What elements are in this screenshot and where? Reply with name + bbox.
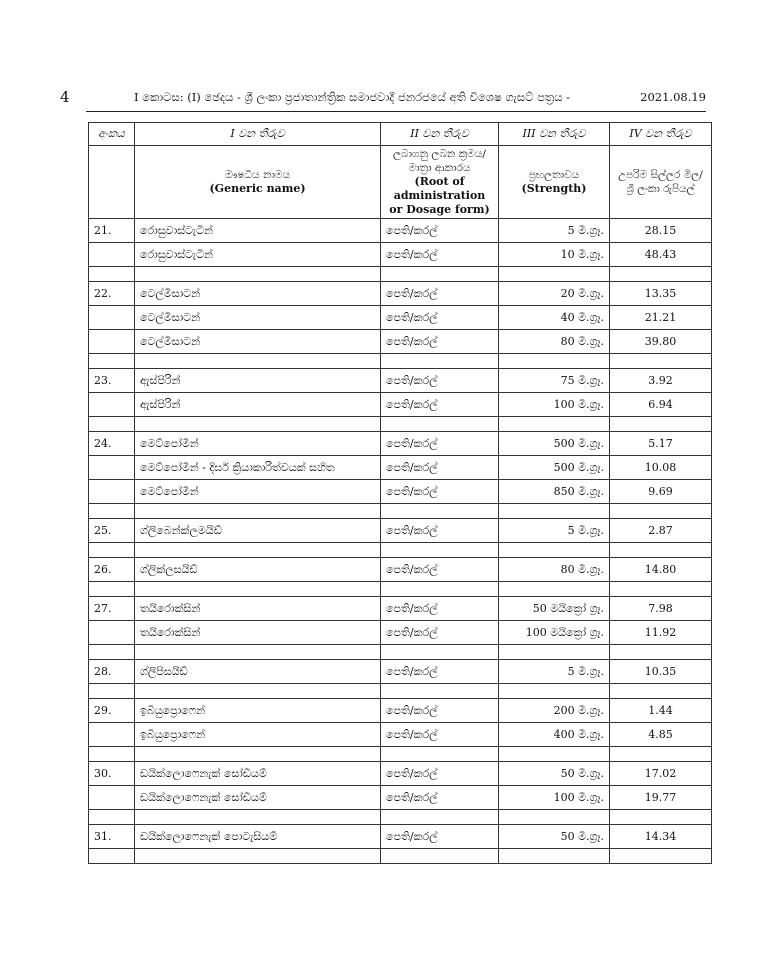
strength: 500 මි.ග්‍රෑ. [499, 456, 610, 480]
empty-cell [499, 504, 610, 519]
subheader-generic-name [135, 146, 381, 219]
dosage-form: පෙති/කරල් [381, 723, 499, 747]
column-ii: II වන තීරුව [381, 123, 499, 146]
empty-cell [89, 417, 135, 432]
max-retail-price: 5.17 [610, 432, 712, 456]
table-row [89, 723, 712, 747]
strength: 850 මි.ග්‍රෑ. [499, 480, 610, 504]
empty-cell [89, 582, 135, 597]
generic-name-en: (Generic name) [209, 182, 306, 195]
max-retail-price: 19.77 [610, 786, 712, 810]
drug-price-table [88, 122, 712, 864]
strength: 100 මි.ග්‍රෑ. [499, 393, 610, 417]
row-number [89, 621, 135, 645]
spacer-row [89, 645, 712, 660]
empty-cell [381, 417, 499, 432]
max-retail-price: 28.15 [610, 219, 712, 243]
row-number: 25. [89, 519, 135, 543]
empty-cell [381, 504, 499, 519]
empty-cell [381, 543, 499, 558]
generic-name: තයිරොක්සින් [135, 621, 381, 645]
empty-cell [135, 582, 381, 597]
table-row [89, 306, 712, 330]
strength: 50 මි.ග්‍රෑ. [499, 762, 610, 786]
strength: 10 මි.ග්‍රෑ. [499, 243, 610, 267]
empty-cell [135, 354, 381, 369]
empty-cell [135, 504, 381, 519]
empty-cell [89, 543, 135, 558]
column-header-row [89, 123, 712, 146]
strength: 400 මි.ග්‍රෑ. [499, 723, 610, 747]
row-number [89, 456, 135, 480]
empty-cell [499, 582, 610, 597]
strength: 50 මයික්‍රෝ ග්‍රෑ. [499, 597, 610, 621]
subheader-number [89, 146, 135, 219]
generic-name: රොසුවාස්ටැටින් [135, 219, 381, 243]
column-iv: IV වන තීරුව [610, 123, 712, 146]
max-retail-price: 3.92 [610, 369, 712, 393]
generic-name: ඉබියුප්‍රොෆෙන් [135, 723, 381, 747]
table-row [89, 330, 712, 354]
strength: 5 මි.ග්‍රෑ. [499, 219, 610, 243]
table-row [89, 786, 712, 810]
dosage-form: පෙති/කරල් [381, 432, 499, 456]
generic-name-si: ඖෂධීය නාමය [224, 169, 291, 181]
table-row [89, 393, 712, 417]
row-number: 22. [89, 282, 135, 306]
route-si: ලබාගනු ලබන ක්‍රමය/ මාත්‍රා ආකාරය [393, 148, 486, 174]
row-number: 27. [89, 597, 135, 621]
empty-cell [135, 267, 381, 282]
row-number [89, 306, 135, 330]
generic-name: ඩයික්ලොෆෙනැක් සෝඩියම් [135, 786, 381, 810]
dosage-form: පෙති/කරල් [381, 330, 499, 354]
dosage-form: පෙති/කරල් [381, 621, 499, 645]
row-number: 24. [89, 432, 135, 456]
max-retail-price: 17.02 [610, 762, 712, 786]
empty-cell [381, 810, 499, 825]
empty-cell [381, 684, 499, 699]
strength: 50 මි.ග්‍රෑ. [499, 825, 610, 849]
dosage-form: පෙති/කරල් [381, 480, 499, 504]
generic-name: තයිරොක්සින් [135, 597, 381, 621]
empty-cell [135, 810, 381, 825]
dosage-form: පෙති/කරල් [381, 306, 499, 330]
strength: 20 මි.ග්‍රෑ. [499, 282, 610, 306]
gazette-date: 2021.08.19 [640, 90, 706, 104]
page-number: 4 [60, 88, 70, 106]
strength: 200 මි.ග්‍රෑ. [499, 699, 610, 723]
empty-cell [135, 684, 381, 699]
empty-cell [89, 267, 135, 282]
generic-name: ඉබියුප්‍රොෆෙන් [135, 699, 381, 723]
empty-cell [89, 354, 135, 369]
dosage-form: පෙති/කරල් [381, 660, 499, 684]
table-row [89, 762, 712, 786]
column-i: I වන තීරුව [135, 123, 381, 146]
row-number: 21. [89, 219, 135, 243]
dosage-form: පෙති/කරල් [381, 456, 499, 480]
empty-cell [610, 849, 712, 864]
dosage-form: පෙති/කරල් [381, 243, 499, 267]
max-retail-price: 10.08 [610, 456, 712, 480]
empty-cell [610, 645, 712, 660]
empty-cell [499, 684, 610, 699]
empty-cell [499, 747, 610, 762]
dosage-form: පෙති/කරල් [381, 393, 499, 417]
strength: 40 මි.ග්‍රෑ. [499, 306, 610, 330]
row-number: 23. [89, 369, 135, 393]
generic-name: ග්ලික්ලසයිඩ් [135, 558, 381, 582]
generic-name: ඇස්පිරින් [135, 393, 381, 417]
subheader-route [381, 146, 499, 219]
table-row [89, 597, 712, 621]
strength-si: ප්‍රභලතාවය [528, 169, 580, 181]
table-row [89, 432, 712, 456]
generic-name: ඇස්පිරින් [135, 369, 381, 393]
max-retail-price: 2.87 [610, 519, 712, 543]
empty-cell [381, 849, 499, 864]
row-number: 31. [89, 825, 135, 849]
max-retail-price: 21.21 [610, 306, 712, 330]
dosage-form: පෙති/කරල් [381, 519, 499, 543]
strength: 500 මි.ග්‍රෑ. [499, 432, 610, 456]
subheader-row [89, 146, 712, 219]
strength: 80 මි.ග්‍රෑ. [499, 558, 610, 582]
empty-cell [499, 645, 610, 660]
empty-cell [499, 354, 610, 369]
empty-cell [89, 684, 135, 699]
table-row [89, 369, 712, 393]
route-en: (Root of administration or Dosage form) [389, 175, 490, 216]
max-retail-price: 7.98 [610, 597, 712, 621]
spacer-row [89, 747, 712, 762]
max-retail-price: 13.35 [610, 282, 712, 306]
spacer-row [89, 417, 712, 432]
empty-cell [610, 582, 712, 597]
empty-cell [610, 354, 712, 369]
spacer-row [89, 849, 712, 864]
spacer-row [89, 267, 712, 282]
empty-cell [381, 354, 499, 369]
max-retail-price: 11.92 [610, 621, 712, 645]
generic-name: මෙට්පෝමින් [135, 480, 381, 504]
row-number [89, 723, 135, 747]
table-row [89, 243, 712, 267]
empty-cell [610, 810, 712, 825]
dosage-form: පෙති/කරල් [381, 369, 499, 393]
strength: 100 මයික්‍රෝ ග්‍රෑ. [499, 621, 610, 645]
table-row [89, 219, 712, 243]
table-row [89, 282, 712, 306]
row-number: 30. [89, 762, 135, 786]
row-number [89, 243, 135, 267]
table-body [89, 219, 712, 864]
page-header [60, 88, 710, 110]
max-retail-price: 14.34 [610, 825, 712, 849]
max-retail-price: 48.43 [610, 243, 712, 267]
table-row [89, 660, 712, 684]
table-row [89, 558, 712, 582]
row-number: 26. [89, 558, 135, 582]
strength: 5 මි.ග්‍රෑ. [499, 660, 610, 684]
table-row [89, 480, 712, 504]
empty-cell [610, 543, 712, 558]
empty-cell [89, 810, 135, 825]
generic-name: ඩයික්ලොෆෙනැක් පොටැසියම් [135, 825, 381, 849]
empty-cell [135, 849, 381, 864]
generic-name: ග්ලිපිසයිඩ් [135, 660, 381, 684]
max-retail-price: 1.44 [610, 699, 712, 723]
dosage-form: පෙති/කරල් [381, 282, 499, 306]
empty-cell [381, 645, 499, 660]
empty-cell [135, 747, 381, 762]
spacer-row [89, 504, 712, 519]
dosage-form: පෙති/කරල් [381, 786, 499, 810]
empty-cell [499, 267, 610, 282]
gazette-title: I කොටස: (I) ඡෙදය - ශ්‍රී ලංකා ප්‍රජාතාන්ත්‍රික සමාජවාදී ජනරජයේ අති විශෙෂ ගැසට් පත්‍රය - [134, 90, 570, 104]
empty-cell [135, 417, 381, 432]
generic-name: මෙට්පෝමින් [135, 432, 381, 456]
empty-cell [381, 747, 499, 762]
spacer-row [89, 543, 712, 558]
dosage-form: පෙති/කරල් [381, 219, 499, 243]
empty-cell [610, 747, 712, 762]
dosage-form: පෙති/කරල් [381, 558, 499, 582]
generic-name: ටෙල්මිසාටන් [135, 282, 381, 306]
dosage-form: පෙති/කරල් [381, 699, 499, 723]
max-retail-price: 14.80 [610, 558, 712, 582]
empty-cell [135, 645, 381, 660]
generic-name: මෙට්පෝමින් - දිර්ඝ ක්‍රියාකාරිත්වයක් සහිත [135, 456, 381, 480]
row-number [89, 330, 135, 354]
header-divider [86, 111, 706, 112]
table-row [89, 621, 712, 645]
strength: 75 මි.ග්‍රෑ. [499, 369, 610, 393]
max-retail-price: 6.94 [610, 393, 712, 417]
table-row [89, 519, 712, 543]
generic-name: ටෙල්මිසාටන් [135, 306, 381, 330]
price-si: උපරිම සිල්ලර මිල/ ශ්‍රී ලංකා රුපියල් [618, 169, 703, 195]
empty-cell [499, 417, 610, 432]
subheader-price [610, 146, 712, 219]
generic-name: රොසුවාස්ටැටින් [135, 243, 381, 267]
column-iii: III වන තීරුව [499, 123, 610, 146]
spacer-row [89, 582, 712, 597]
table-row [89, 825, 712, 849]
generic-name: ග්ලිබෙන්ක්ලමයිඩ් [135, 519, 381, 543]
table-row [89, 699, 712, 723]
column-number: අංකය [89, 123, 135, 146]
empty-cell [89, 747, 135, 762]
row-number [89, 786, 135, 810]
strength: 100 මි.ග්‍රෑ. [499, 786, 610, 810]
dosage-form: පෙති/කරල් [381, 762, 499, 786]
spacer-row [89, 684, 712, 699]
strength-en: (Strength) [521, 182, 587, 195]
row-number: 28. [89, 660, 135, 684]
empty-cell [381, 267, 499, 282]
max-retail-price: 10.35 [610, 660, 712, 684]
empty-cell [89, 849, 135, 864]
row-number [89, 480, 135, 504]
empty-cell [610, 684, 712, 699]
strength: 80 මි.ග්‍රෑ. [499, 330, 610, 354]
empty-cell [135, 543, 381, 558]
row-number [89, 393, 135, 417]
dosage-form: පෙති/කරල් [381, 825, 499, 849]
empty-cell [381, 582, 499, 597]
empty-cell [89, 645, 135, 660]
spacer-row [89, 354, 712, 369]
max-retail-price: 39.80 [610, 330, 712, 354]
empty-cell [89, 504, 135, 519]
table-row [89, 456, 712, 480]
empty-cell [499, 543, 610, 558]
empty-cell [499, 849, 610, 864]
empty-cell [610, 504, 712, 519]
row-number: 29. [89, 699, 135, 723]
empty-cell [610, 417, 712, 432]
empty-cell [610, 267, 712, 282]
empty-cell [499, 810, 610, 825]
spacer-row [89, 810, 712, 825]
max-retail-price: 9.69 [610, 480, 712, 504]
generic-name: ටෙල්මිසාටන් [135, 330, 381, 354]
max-retail-price: 4.85 [610, 723, 712, 747]
dosage-form: පෙති/කරල් [381, 597, 499, 621]
subheader-strength [499, 146, 610, 219]
strength: 5 මි.ග්‍රෑ. [499, 519, 610, 543]
generic-name: ඩයික්ලොෆෙනැක් සෝඩියම් [135, 762, 381, 786]
